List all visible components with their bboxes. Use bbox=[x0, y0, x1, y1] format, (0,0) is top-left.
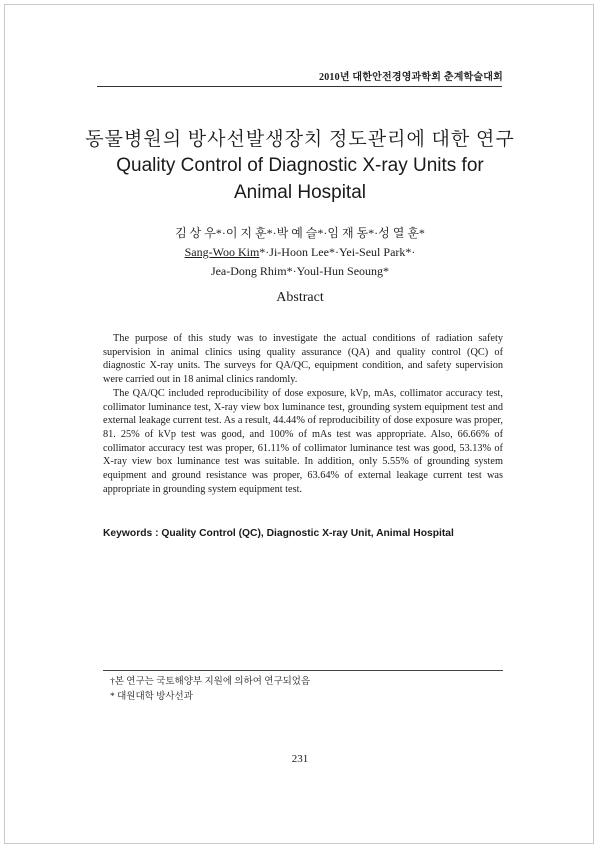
authors-english-line-2: Jea-Dong Rhim*·Youl-Hun Seoung* bbox=[210, 264, 390, 278]
abstract-paragraph-1: The purpose of this study was to investigate the actual conditions of radiation safety supervision in animal clinics using quality assurance (QA) and quality control (QC) of diagnostic X-ray units. The surveys for QA/QC, equipment condition, and safety supervision were carried out in 18 animal clinics randomly. bbox=[103, 333, 503, 386]
english-title-line-2: Animal Hospital bbox=[234, 182, 366, 203]
abstract-body bbox=[103, 332, 503, 496]
footnote-affiliation: * 대원대학 방사선과 bbox=[110, 692, 193, 702]
co-authors-line-1: *·Ji-Hoon Lee*·Yei-Seul Park*· bbox=[259, 245, 416, 259]
footnote-divider bbox=[103, 670, 503, 671]
english-title-line-1: Quality Control of Diagnostic X-ray Units for bbox=[116, 155, 484, 176]
author-list bbox=[0, 224, 600, 281]
running-head: 2010년 대한안전경영과학회 춘계학술대회 bbox=[319, 72, 503, 83]
header-divider bbox=[97, 86, 502, 87]
abstract-paragraph-2: The QA/QC included reproducibility of dose exposure, kVp, mAs, collimator accuracy test, collimator luminance test, X-ray view box luminance test, grounding system equipment test and external leakage current test. As a result, 44.44% of reproducibility of dose exposure was proper, 81. 25% of kVp test was good, and 100% of mAs test was appropriate. Also, 66.66% of collimator accuracy test was proper, 61.11% of collimator luminance test was good, 53.13% of X-ray view box luminance test was suitable. In addition, only 5.55% of grounding system equipment and ground resistance was proper, 63.64% of external leakage current test was appropriate in grounding system equipment test. bbox=[103, 387, 503, 495]
footnotes bbox=[110, 675, 310, 705]
page-number: 231 bbox=[291, 753, 309, 765]
keywords: Keywords : Quality Control (QC), Diagnostic X-ray Unit, Animal Hospital bbox=[103, 528, 454, 539]
footnote-funding: †본 연구는 국토해양부 지원에 의하여 연구되었음 bbox=[110, 677, 311, 687]
authors-english-line-1 bbox=[0, 243, 600, 262]
authors-korean: 김 상 우*·이 지 훈*·박 예 슬*·임 재 동*·성 열 훈* bbox=[175, 226, 425, 240]
first-author-name: Sang-Woo Kim bbox=[184, 245, 260, 259]
english-title bbox=[0, 152, 600, 206]
korean-title: 동물병원의 방사선발생장치 정도관리에 대한 연구 bbox=[85, 129, 515, 150]
abstract-heading: Abstract bbox=[276, 290, 324, 305]
